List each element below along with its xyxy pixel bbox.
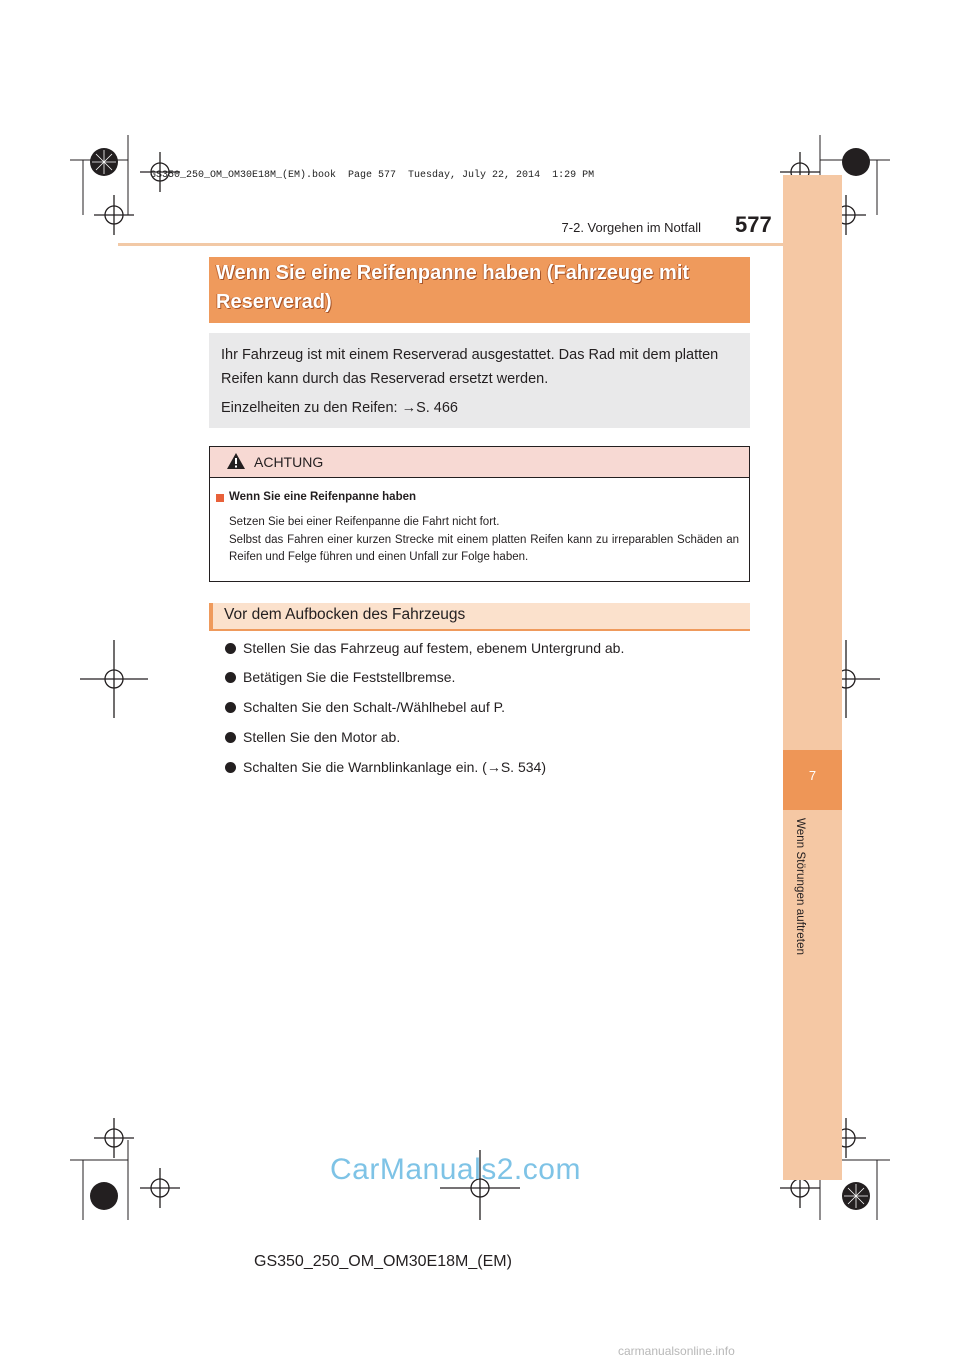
list-item: Betätigen Sie die Feststellbremse.: [225, 669, 455, 685]
caution-subheading: Wenn Sie eine Reifenpanne haben: [229, 491, 417, 503]
bullet-icon: [225, 643, 236, 654]
bullet-icon: [225, 762, 236, 773]
chapter-title: Wenn Störungen auftreten: [794, 818, 806, 956]
bullet-icon: [225, 702, 236, 713]
list-item: Schalten Sie den Schalt-/Wählhebel auf P.: [225, 699, 505, 715]
caution-body: [229, 514, 739, 567]
chapter-side-tab: [783, 175, 842, 1180]
list-item: Stellen Sie das Fahrzeug auf festem, ebenem Untergrund ab.: [225, 640, 624, 656]
caution-line-1: Setzen Sie bei einer Reifenpanne die Fahrt nicht fort.: [229, 516, 500, 528]
square-bullet-icon: [216, 494, 224, 502]
watermark-carmanualsonline: carmanualsonline.info: [618, 1344, 735, 1358]
caution-title: ACHTUNG: [254, 454, 324, 470]
footer-document-code: GS350_250_OM_OM30E18M_(EM): [254, 1253, 512, 1270]
caution-line-2: Selbst das Fahren einer kurzen Strecke mit einem platten Reifen kann zu irreparablen Schäden an Reifen und Felge führen und einen Unfall zur Folge haben.: [229, 533, 739, 563]
page-title-line-1: Wenn Sie eine Reifenpanne haben (Fahrzeuge mit: [216, 262, 690, 284]
chapter-number: 7: [808, 768, 817, 783]
watermark-carmanuals2: CarManuals2.com: [330, 1153, 581, 1186]
warning-triangle-icon: [226, 452, 246, 470]
bullet-icon: [225, 672, 236, 683]
intro-line-1: Ihr Fahrzeug ist mit einem Reserverad ausgestattet. Das Rad mit dem platten: [221, 347, 719, 363]
subsection-title: Vor dem Aufbocken des Fahrzeugs: [224, 606, 466, 623]
page-number: 577: [735, 212, 772, 237]
list-item: Stellen Sie den Motor ab.: [225, 729, 400, 745]
print-meta: GS350_250_OM_OM30E18M_(EM).book Page 577 Tuesday, July 22, 2014 1:29 PM: [150, 170, 595, 181]
page-title: [216, 259, 736, 317]
intro-reference: Einzelheiten zu den Reifen: →S. 466: [221, 400, 458, 416]
bullet-icon: [225, 732, 236, 743]
page-title-line-2: Reserverad): [216, 291, 332, 313]
list-item: Schalten Sie die Warnblinkanlage ein. (→S. 534): [225, 759, 546, 775]
section-header: 7-2. Vorgehen im Notfall: [561, 220, 701, 235]
subsection-accent-bar: [209, 603, 213, 631]
header-rule: [118, 243, 783, 246]
intro-line-2: Reifen kann durch das Reserverad ersetzt werden.: [221, 371, 549, 387]
